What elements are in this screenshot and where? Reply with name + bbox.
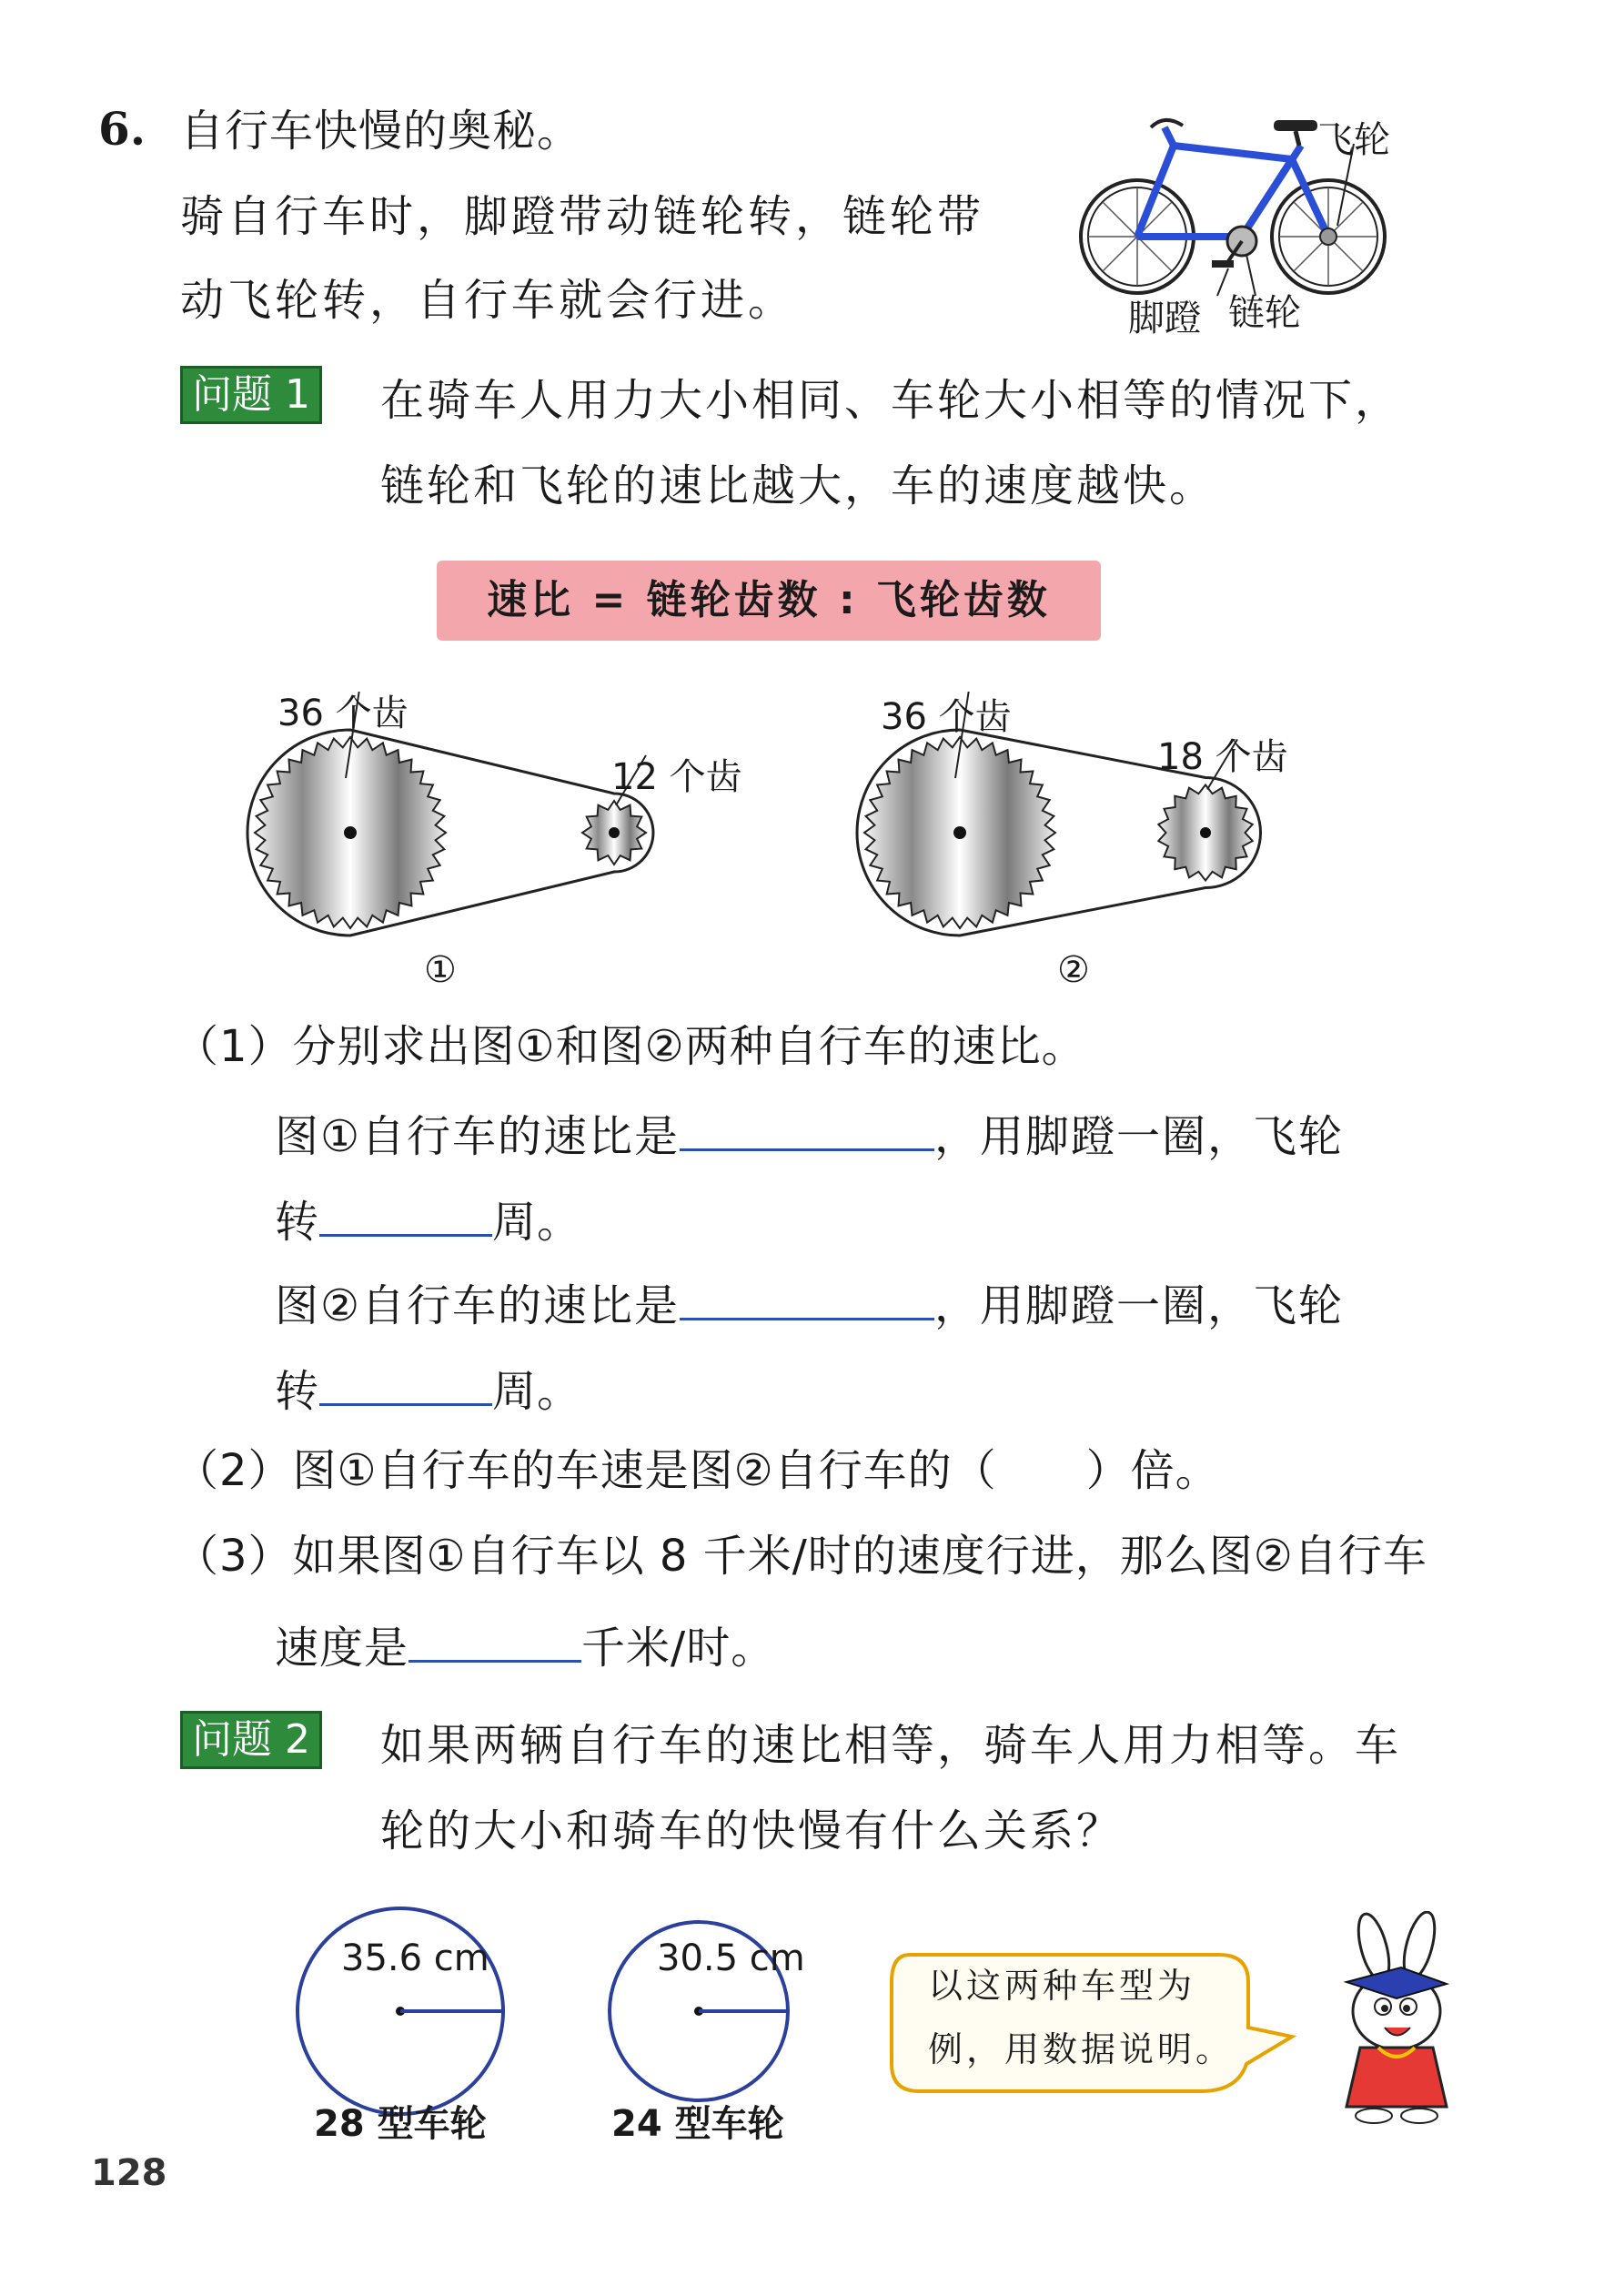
answer-blank-turns-2[interactable] (319, 1356, 492, 1406)
sub1-row-a (275, 1101, 1344, 1166)
bubble-line-1: 以这两种车型为 (928, 1966, 1196, 2006)
q1-line-1: 在骑车人用力大小相同、车轮大小相等的情况下， (380, 375, 1402, 426)
problem-number: 6. (98, 102, 146, 156)
sub1-a-end: 周。 (492, 1197, 582, 1248)
sub3-line-1: （3）如果图①自行车以 8 千米/时的速度行进，那么图②自行车 (175, 1531, 1427, 1582)
flywheel-label: 飞轮 (1317, 119, 1390, 161)
flywheel-center-2 (1200, 827, 1211, 838)
rabbit-mascot-icon (1310, 1911, 1474, 2129)
sub1-head: （1）分别求出图①和图②两种自行车的速比。 (175, 1021, 1086, 1072)
sub1-b-prefix: 图②自行车的速比是 (275, 1280, 681, 1331)
pedal-label: 脚蹬 (1128, 298, 1201, 339)
bubble-line-2: 例，用数据说明。 (928, 2029, 1235, 2069)
gear1-big-label: 36 个齿 (277, 693, 409, 734)
sub3-prefix: 速度是 (275, 1623, 409, 1674)
answer-blank-ratio-1[interactable] (680, 1101, 934, 1151)
q2-line-2: 轮的大小和骑车的快慢有什么关系？ (380, 1805, 1124, 1856)
sub3-line-2 (275, 1613, 775, 1677)
sub1-row-b (275, 1270, 1344, 1335)
answer-blank-turns-1[interactable] (319, 1187, 492, 1237)
sub1-row-a2 (275, 1187, 581, 1251)
sub1-a-middle: ，用脚蹬一圈，飞轮 (934, 1111, 1345, 1162)
wheel-24-radius-label: 30.5 cm (657, 1937, 805, 1979)
gear2-small-label: 18 个齿 (1157, 736, 1288, 778)
sub2-line: （2）图①自行车的车速是图②自行车的（ ）倍。 (175, 1445, 1220, 1496)
sub1-a-turn: 转 (275, 1197, 320, 1248)
q1-line-2: 链轮和飞轮的速比越大，车的速度越快。 (380, 460, 1216, 511)
speed-ratio-formula: 速比 = 链轮齿数 : 飞轮齿数 (437, 561, 1101, 641)
gear2-big-label: 36 个齿 (881, 696, 1012, 738)
figure-2-mark: ② (1057, 949, 1090, 991)
intro-line-1: 骑自行车时，脚蹬带动链轮转，链轮带 (180, 191, 985, 242)
page-number: 128 (91, 2152, 167, 2194)
saddle-icon (1274, 120, 1317, 131)
chainwheel-label: 链轮 (1228, 292, 1301, 334)
pedal-icon (1212, 260, 1234, 268)
q2-line-1: 如果两辆自行车的速比相等，骑车人用力相等。车 (380, 1720, 1402, 1771)
sub1-row-b2 (275, 1356, 581, 1421)
wheel-24-name: 24 型车轮 (611, 2103, 784, 2145)
sub1-b-turn: 转 (275, 1366, 320, 1417)
chainwheel-center-1 (344, 826, 357, 839)
question-1-tag: 问题 1 (180, 366, 322, 424)
sub1-a-prefix: 图①自行车的速比是 (275, 1111, 681, 1162)
flywheel-center-1 (609, 827, 620, 838)
sub1-b-end: 周。 (492, 1366, 582, 1417)
answer-blank-speed[interactable] (409, 1613, 581, 1663)
sub1-b-middle: ，用脚蹬一圈，飞轮 (934, 1280, 1345, 1331)
problem-title: 自行车快慢的奥秘。 (180, 106, 582, 157)
gear1-small-label: 12 个齿 (611, 756, 742, 798)
sub3-suffix: 千米/时。 (581, 1623, 776, 1674)
chainwheel-center-2 (953, 826, 966, 839)
flywheel-icon (1320, 228, 1337, 245)
figure-1-mark: ① (424, 949, 457, 991)
wheel-28-name: 28 型车轮 (314, 2103, 487, 2145)
intro-line-2: 动飞轮转，自行车就会行进。 (180, 275, 796, 326)
wheel-28-radius-label: 35.6 cm (341, 1937, 489, 1979)
answer-blank-ratio-2[interactable] (680, 1270, 934, 1320)
question-2-tag: 问题 2 (180, 1711, 322, 1769)
